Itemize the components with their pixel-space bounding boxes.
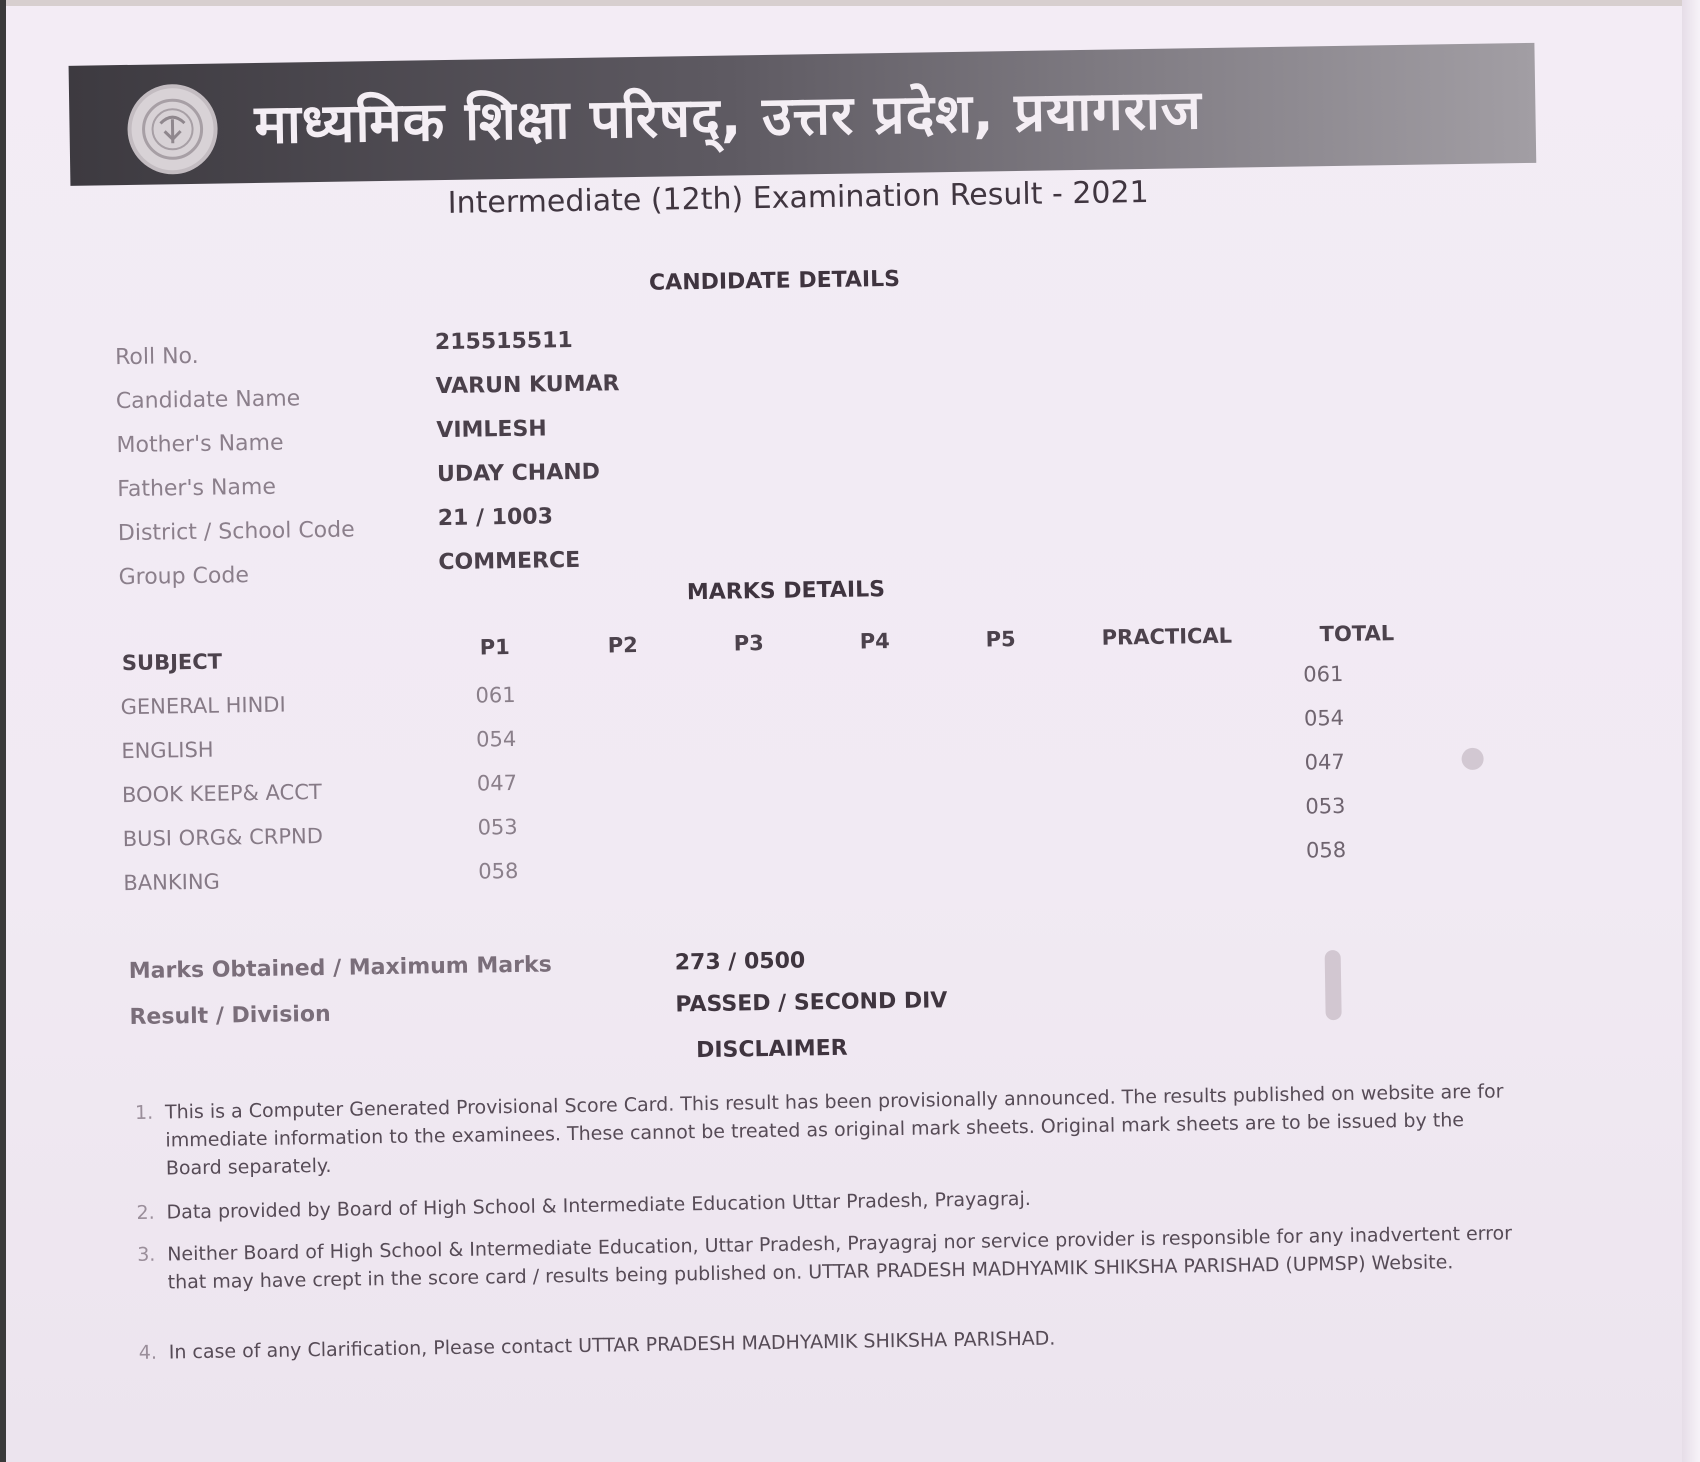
- up-emblem-icon: [127, 84, 218, 175]
- item-text: Data provided by Board of High School & Intermediate Education Uttar Pradesh, Prayagraj.: [166, 1187, 1031, 1224]
- item-text: Neither Board of High School & Intermediate Education, Uttar Pradesh, Prayagraj nor service provider is responsible for any inadvertent error that may have crept in the score card / results being published on. UTTAR PRADESH MADHYAMIK SHIKSHA PARISHAD (UPMSP) Website.: [167, 1222, 1513, 1294]
- col-p3: P3: [733, 631, 764, 656]
- p1-mark: 053: [477, 814, 518, 840]
- result-division-value: PASSED / SECOND DIV: [675, 988, 948, 1018]
- candidate-name-value: VARUN KUMAR: [435, 371, 620, 400]
- result-division-label: Result / Division: [129, 1001, 331, 1031]
- father-name-label: Father's Name: [117, 474, 277, 503]
- item-number: 4.: [138, 1341, 158, 1364]
- result-document: [60, 7, 1562, 1430]
- disclaimer-heading: DISCLAIMER: [695, 1035, 848, 1064]
- list-item: [134, 1077, 1515, 1180]
- group-code-label: Group Code: [118, 563, 250, 591]
- paper-stain: [1325, 950, 1342, 1020]
- subject-name: GENERAL HINDI: [120, 692, 286, 720]
- col-p5: P5: [985, 627, 1016, 652]
- col-subject: SUBJECT: [121, 649, 223, 676]
- p1-mark: 061: [475, 682, 516, 708]
- item-number: 3.: [137, 1243, 156, 1266]
- p1-mark: 058: [478, 858, 519, 884]
- item-number: 2.: [136, 1201, 155, 1224]
- board-name-hindi: माध्यमिक शिक्षा परिषद्, उत्तर प्रदेश, प्रयागराज: [254, 78, 1203, 156]
- list-item: [138, 1317, 1519, 1364]
- roll-no-label: Roll No.: [114, 343, 199, 371]
- total-mark: 058: [1305, 837, 1347, 863]
- exam-title: Intermediate (12th) Examination Result - 2021: [447, 174, 1149, 221]
- item-text: In case of any Clarification, Please contact UTTAR PRADESH MADHYAMIK SHIKSHA PARISHAD.: [168, 1327, 1056, 1364]
- candidate-name-label: Candidate Name: [115, 386, 301, 415]
- p1-mark: 047: [476, 770, 518, 796]
- col-total: TOTAL: [1319, 621, 1395, 647]
- col-p4: P4: [859, 629, 890, 654]
- total-mark: 061: [1303, 661, 1344, 687]
- paper-stain: [1461, 748, 1483, 770]
- marks-details-heading: MARKS DETAILS: [686, 577, 886, 606]
- p1-mark: 054: [476, 726, 517, 752]
- scan-edge-top: [0, 0, 1700, 6]
- district-school-code-label: District / School Code: [117, 517, 355, 547]
- mother-name-value: VIMLESH: [436, 416, 547, 444]
- item-number: 1.: [134, 1101, 154, 1124]
- header-banner: [69, 43, 1537, 186]
- subject-name: BANKING: [123, 869, 221, 896]
- scan-edge-left: [0, 0, 6, 1462]
- mother-name-label: Mother's Name: [116, 430, 284, 459]
- roll-no-value: 215515511: [434, 327, 573, 356]
- col-practical: PRACTICAL: [1101, 623, 1233, 650]
- candidate-details-heading: CANDIDATE DETAILS: [648, 266, 901, 296]
- district-school-code-value: 21 / 1003: [437, 504, 554, 532]
- total-mark: 054: [1303, 705, 1345, 731]
- scan-edge-right: [1682, 0, 1700, 1462]
- father-name-value: UDAY CHAND: [436, 459, 601, 488]
- subject-name: ENGLISH: [121, 737, 214, 764]
- marks-obtained-label: Marks Obtained / Maximum Marks: [128, 952, 552, 985]
- total-mark: 047: [1304, 749, 1345, 775]
- group-code-value: COMMERCE: [438, 547, 581, 576]
- col-p2: P2: [607, 633, 638, 658]
- subject-name: BOOK KEEP& ACCT: [121, 779, 322, 808]
- total-mark: 053: [1305, 793, 1346, 819]
- col-p1: P1: [479, 635, 510, 660]
- marks-obtained-value: 273 / 0500: [674, 948, 806, 976]
- item-text: This is a Computer Generated Provisional Score Card. This result has been provisionally announced. The results published on website are for immediate information to the examinees. These cannot be treated as original mark sheets. Original mark sheets are to be issued by the Board separately.: [164, 1080, 1504, 1180]
- subject-name: BUSI ORG& CRPND: [122, 823, 324, 852]
- list-item: [136, 1177, 1516, 1224]
